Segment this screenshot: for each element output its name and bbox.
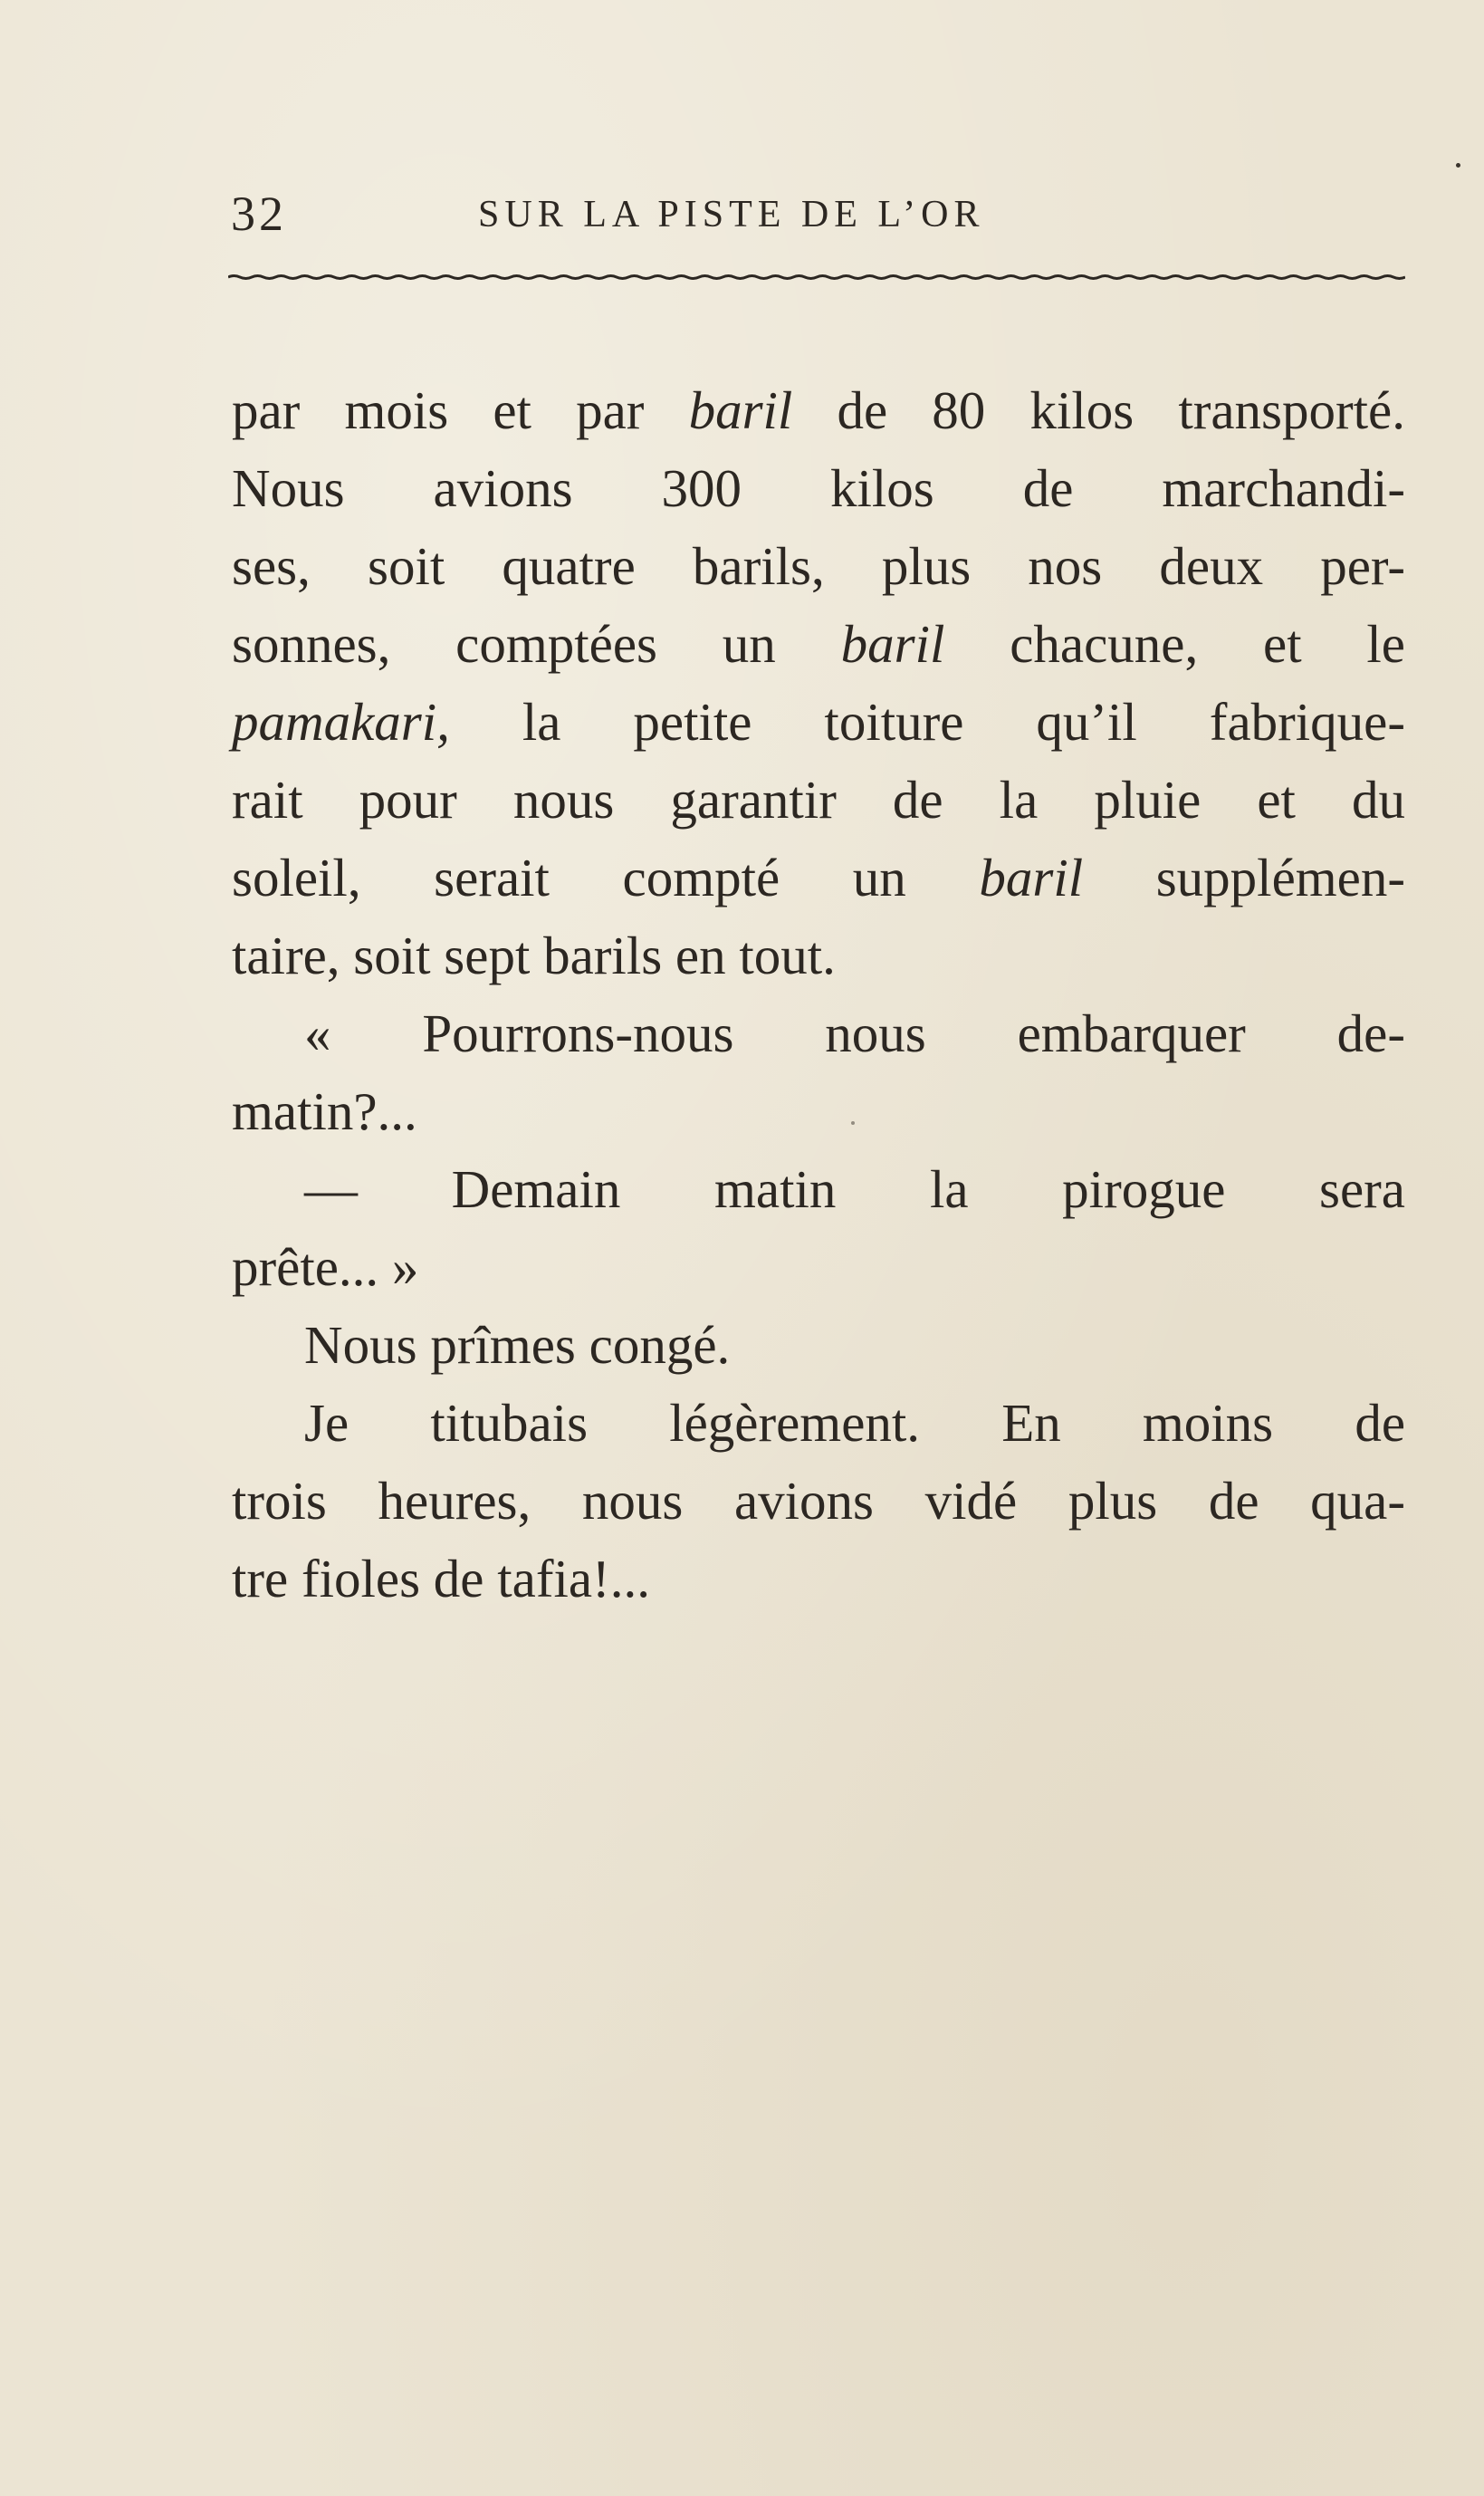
text-segment: Nous prîmes congé. [304, 1315, 731, 1375]
italic-text: baril [840, 614, 945, 674]
running-head [231, 186, 1408, 258]
print-speck [851, 1121, 855, 1125]
page-number: 32 [231, 187, 287, 241]
italic-text: baril [688, 380, 793, 440]
text-line [232, 371, 1405, 449]
text-line [232, 1462, 1405, 1540]
text-line [232, 994, 1405, 1072]
text-line [232, 761, 1405, 839]
text-line [232, 1228, 1405, 1306]
text-segment: supplémen- [1083, 848, 1405, 907]
wavy-rule-divider [228, 270, 1405, 284]
text-segment: matin?... [232, 1081, 417, 1141]
text-segment: Je titubais légèrement. En moins de [304, 1393, 1405, 1453]
italic-text: baril [979, 848, 1084, 907]
italic-text: pamakari, [232, 692, 450, 752]
print-speck [1456, 163, 1460, 168]
text-line [232, 527, 1405, 605]
text-segment: soleil, serait compté un [232, 848, 980, 907]
text-line [232, 1072, 1405, 1150]
text-segment: chacune, et le [944, 614, 1405, 674]
body-text [232, 371, 1405, 1618]
text-line [232, 1150, 1405, 1228]
text-segment: ses, soit quatre barils, plus nos deux per- [232, 536, 1405, 596]
text-line [232, 1540, 1405, 1618]
text-segment: par mois et par [232, 380, 689, 440]
text-segment: — Demain matin la pirogue sera [304, 1159, 1405, 1219]
text-segment: tre fioles de tafia!... [232, 1549, 650, 1608]
text-segment: Nous avions 300 kilos de marchandi- [232, 458, 1405, 518]
text-segment: trois heures, nous avions vidé plus de qua- [232, 1471, 1405, 1531]
text-segment: sonnes, comptées un [232, 614, 841, 674]
text-segment: rait pour nous garantir de la pluie et du [232, 770, 1405, 830]
text-segment: prête... » [232, 1237, 419, 1297]
running-title: SUR LA PISTE DE L’OR [478, 194, 985, 235]
text-segment: « Pourrons-nous nous embarquer de- [304, 1003, 1405, 1063]
text-line [232, 839, 1405, 917]
text-line [232, 917, 1405, 994]
text-line [232, 1306, 1405, 1384]
text-segment: la petite toiture qu’il fabrique- [449, 692, 1405, 752]
text-line [232, 683, 1405, 761]
text-line [232, 1384, 1405, 1462]
text-segment: taire, soit sept barils en tout. [232, 926, 836, 985]
text-line [232, 449, 1405, 527]
text-line [232, 605, 1405, 683]
text-segment: de 80 kilos transporté. [792, 380, 1405, 440]
